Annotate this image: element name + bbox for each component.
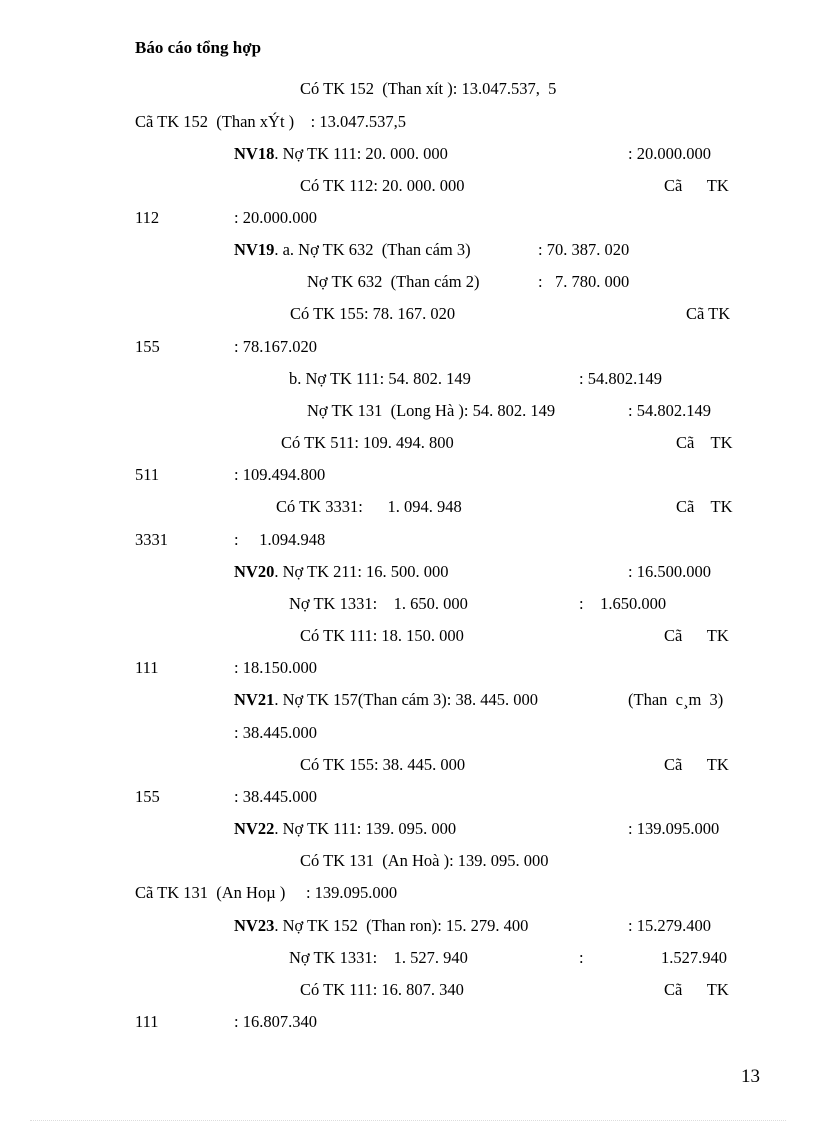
entry-nv21: NV21. Nợ TK 157(Than cám 3): 38. 445. 000 <box>234 690 539 709</box>
text-line: : 16.500.000 <box>628 562 711 581</box>
text-line: Có TK 3331: 1. 094. 948 <box>276 497 462 516</box>
text-line: Nợ TK 1331: 1. 527. 940 <box>289 948 468 967</box>
text-line: Nợ TK 1331: 1. 650. 000 <box>289 594 468 613</box>
text-line: Có TK 111: 16. 807. 340 <box>300 980 464 999</box>
text-line: : 109.494.800 <box>234 465 326 484</box>
text-line: : 7. 780. 000 <box>538 272 630 291</box>
entry-nv20: NV20. Nợ TK 211: 16. 500. 000 <box>234 562 449 581</box>
text-line: : 139.095.000 <box>628 819 720 838</box>
text-line: 3331 <box>135 530 168 549</box>
text-line: : 18.150.000 <box>234 658 317 677</box>
text-line: 155 <box>135 787 160 806</box>
entry-nv22: NV22. Nợ TK 111: 139. 095. 000 <box>234 819 457 838</box>
text-line: : 20.000.000 <box>628 144 711 163</box>
text-line: 111 <box>135 658 159 677</box>
text-line: Có TK 131 (An Hoà ): 139. 095. 000 <box>300 851 549 870</box>
text-line: Cã TK <box>676 497 733 516</box>
text-line: Cã TK 131 (An Hoµ ) : 139.095.000 <box>135 883 398 902</box>
text-line: Có TK 111: 18. 150. 000 <box>300 626 464 645</box>
text-line: : 1.094.948 <box>234 530 326 549</box>
text-line: Có TK 155: 78. 167. 020 <box>290 304 456 323</box>
text-line: : 38.445.000 <box>234 787 317 806</box>
text-line: Cã TK <box>664 176 729 195</box>
text-line: Nợ TK 632 (Than cám 2) <box>307 272 480 291</box>
text-line: Cã TK 152 (Than xÝt ) : 13.047.537,5 <box>135 112 407 131</box>
text-line: : 38.445.000 <box>234 723 317 742</box>
entry-nv19: NV19. a. Nợ TK 632 (Than cám 3) <box>234 240 471 259</box>
text-line: : 15.279.400 <box>628 916 711 935</box>
text-line: : 54.802.149 <box>579 369 662 388</box>
text-line: : 1.650.000 <box>579 594 667 613</box>
text-line: : 16.807.340 <box>234 1012 317 1031</box>
text-line: 111 <box>135 1012 159 1031</box>
text-line: 1.527.940 <box>661 948 727 967</box>
text-line: : <box>579 948 584 967</box>
text-line: : 70. 387. 020 <box>538 240 630 259</box>
text-line: : 78.167.020 <box>234 337 317 356</box>
text-line: 511 <box>135 465 160 484</box>
text-line: 155 <box>135 337 160 356</box>
entry-nv18: NV18. Nợ TK 111: 20. 000. 000 <box>234 144 448 163</box>
entry-nv23: NV23. Nợ TK 152 (Than ron): 15. 279. 400 <box>234 916 529 935</box>
text-line: Có TK 152 (Than xít ): 13.047.537, 5 <box>300 79 557 98</box>
text-line: Nợ TK 131 (Long Hà ): 54. 802. 149 <box>307 401 556 420</box>
text-line: Có TK 155: 38. 445. 000 <box>300 755 466 774</box>
page-number: 13 <box>741 1066 760 1087</box>
text-line: (Than c¸m 3) <box>628 690 724 709</box>
text-line: : 54.802.149 <box>628 401 711 420</box>
text-line: Cã TK <box>664 626 729 645</box>
text-line: 112 <box>135 208 160 227</box>
text-line: Cã TK <box>664 980 729 999</box>
text-line: Cã TK <box>686 304 731 323</box>
text-line: b. Nợ TK 111: 54. 802. 149 <box>289 369 471 388</box>
page-header: Báo cáo tổng hợp <box>135 38 262 57</box>
footer-divider <box>30 1120 786 1121</box>
text-line: Cã TK <box>676 433 733 452</box>
text-line: Có TK 511: 109. 494. 800 <box>281 433 454 452</box>
text-line: : 20.000.000 <box>234 208 317 227</box>
text-line: Có TK 112: 20. 000. 000 <box>300 176 465 195</box>
text-line: Cã TK <box>664 755 729 774</box>
